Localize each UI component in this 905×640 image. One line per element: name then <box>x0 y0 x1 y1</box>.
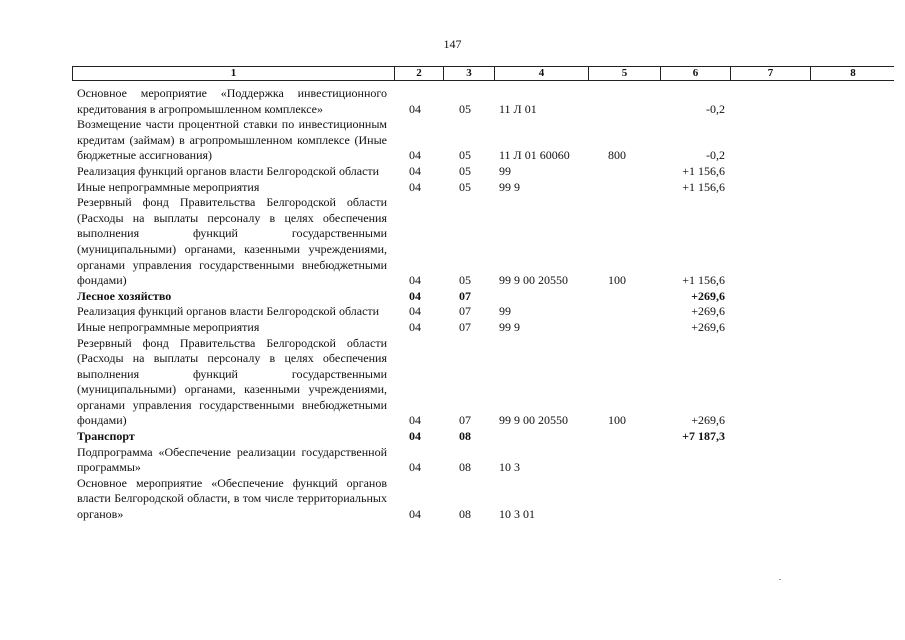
row-expense-type: 100 <box>608 413 626 428</box>
header-col-7: 7 <box>731 67 811 80</box>
row-amount: +269,6 <box>691 304 725 319</box>
row-subsection-code: 08 <box>459 460 471 475</box>
row-subsection-code: 07 <box>459 319 471 334</box>
row-amount: +269,6 <box>691 413 725 428</box>
row-section-code: 04 <box>409 148 421 163</box>
row-description: Подпрограмма «Обеспечение реализации государственной программы» <box>77 444 387 475</box>
table-row <box>0 336 905 430</box>
row-description: Транспорт <box>77 429 135 444</box>
row-section-code: 04 <box>409 179 421 194</box>
row-amount: -0,2 <box>706 101 725 116</box>
table-row <box>0 117 905 164</box>
row-target-article: 99 9 00 20550 <box>499 413 568 428</box>
row-subsection-code: 05 <box>459 273 471 288</box>
header-col-3: 3 <box>444 67 495 80</box>
row-section-code: 04 <box>409 304 421 319</box>
row-section-code: 04 <box>409 163 421 178</box>
table-row <box>0 476 905 523</box>
row-target-article: 10 3 <box>499 460 520 475</box>
row-subsection-code: 08 <box>459 507 471 522</box>
row-section-code: 04 <box>409 101 421 116</box>
row-amount: +269,6 <box>691 288 725 303</box>
row-amount: +1 156,6 <box>682 163 725 178</box>
row-subsection-code: 05 <box>459 163 471 178</box>
row-section-code: 04 <box>409 413 421 428</box>
header-col-4: 4 <box>495 67 589 80</box>
table-body <box>0 86 905 523</box>
scan-speck <box>779 579 781 580</box>
row-description: Возмещение части процентной ставки по инвестиционным кредитам (займам) в агропромышленном комплексе (Иные бюджетные ассигнования) <box>77 117 387 163</box>
header-col-6: 6 <box>661 67 731 80</box>
row-target-article: 99 <box>499 163 511 178</box>
row-description: Иные непрограммные мероприятия <box>77 319 260 334</box>
row-description: Основное мероприятие «Обеспечение функций органов власти Белгородской области, в том числе территориальных органов» <box>77 475 387 522</box>
table-row <box>0 429 905 445</box>
row-subsection-code: 05 <box>459 101 471 116</box>
header-col-2: 2 <box>395 67 444 80</box>
row-amount: +1 156,6 <box>682 179 725 194</box>
row-target-article: 99 <box>499 304 511 319</box>
table-row <box>0 180 905 196</box>
row-expense-type: 800 <box>608 148 626 163</box>
row-target-article: 99 9 <box>499 319 520 334</box>
table-row <box>0 320 905 336</box>
row-target-article: 11 Л 01 <box>499 101 537 116</box>
row-subsection-code: 07 <box>459 288 471 303</box>
row-target-article: 10 3 01 <box>499 507 535 522</box>
row-description: Резервный фонд Правительства Белгородской области (Расходы на выплаты персоналу в целях обеспечения выполнения функций государственными (муниципальными) органами, казенными учреждениями, органами управления государственными внебюджетными фондами) <box>77 195 387 288</box>
table-row <box>0 304 905 320</box>
header-col-5: 5 <box>589 67 661 80</box>
row-amount: +269,6 <box>691 319 725 334</box>
row-description: Лесное хозяйство <box>77 288 172 303</box>
row-section-code: 04 <box>409 429 421 444</box>
table-row <box>0 164 905 180</box>
row-target-article: 99 9 <box>499 179 520 194</box>
row-amount: -0,2 <box>706 148 725 163</box>
row-section-code: 04 <box>409 273 421 288</box>
row-section-code: 04 <box>409 319 421 334</box>
row-section-code: 04 <box>409 460 421 475</box>
row-section-code: 04 <box>409 288 421 303</box>
page-number: 147 <box>443 37 462 51</box>
row-description: Иные непрограммные мероприятия <box>77 179 260 194</box>
row-subsection-code: 08 <box>459 429 471 444</box>
row-description: Резервный фонд Правительства Белгородской области (Расходы на выплаты персоналу в целях обеспечения выполнения функций государственными (муниципальными) органами, казенными учреждениями, органами управления государственными внебюджетными фондами) <box>77 335 387 428</box>
row-section-code: 04 <box>409 507 421 522</box>
row-description: Основное мероприятие «Поддержка инвестиционного кредитования в агропромышленном комплексе» <box>77 86 387 116</box>
row-description: Реализация функций органов власти Белгородской области <box>77 163 380 178</box>
table-row <box>0 195 905 289</box>
row-subsection-code: 05 <box>459 148 471 163</box>
row-amount: +7 187,3 <box>682 429 725 444</box>
row-description: Реализация функций органов власти Белгородской области <box>77 304 380 319</box>
table-row <box>0 289 905 305</box>
table-row <box>0 445 905 476</box>
table-row <box>0 86 905 117</box>
row-subsection-code: 07 <box>459 304 471 319</box>
row-subsection-code: 05 <box>459 179 471 194</box>
header-col-8: 8 <box>850 67 856 79</box>
row-amount: +1 156,6 <box>682 273 725 288</box>
header-col-1: 1 <box>73 67 395 80</box>
row-expense-type: 100 <box>608 273 626 288</box>
row-subsection-code: 07 <box>459 413 471 428</box>
row-target-article: 99 9 00 20550 <box>499 273 568 288</box>
row-target-article: 11 Л 01 60060 <box>499 148 570 163</box>
table-header <box>72 66 894 81</box>
